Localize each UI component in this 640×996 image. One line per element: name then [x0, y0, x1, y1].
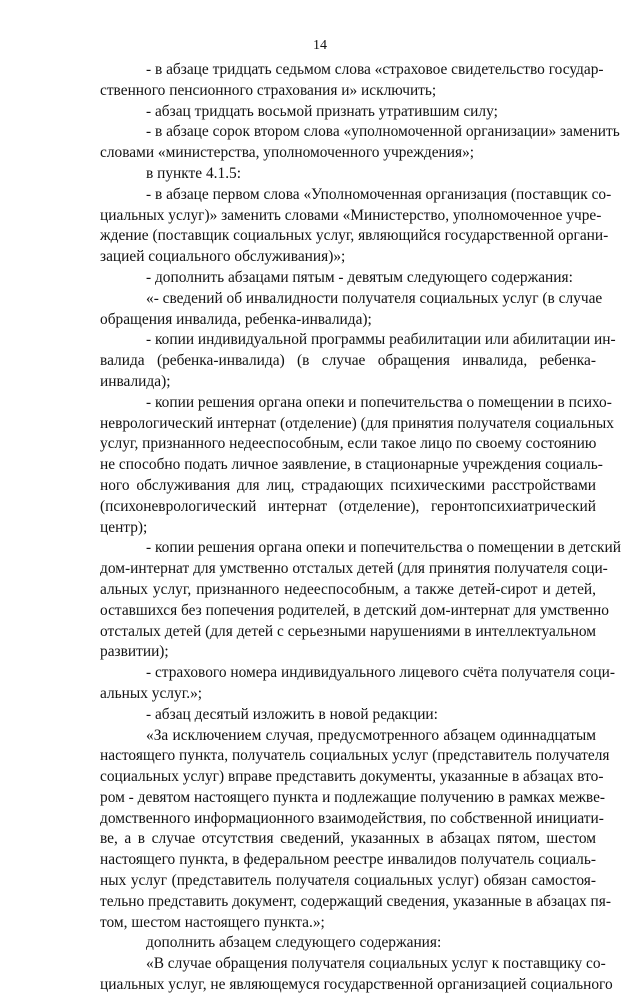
text-line: - в абзаце сорок втором слова «уполномоченной организации» заменить — [146, 123, 620, 141]
text-line: оставшихся без попечения родителей, в детский дом-интернат для умственно — [100, 601, 609, 619]
text-line: ве, а в случае отсутствия сведений, указанных в абзацах пятом, шестом — [100, 830, 596, 848]
text-line: дополнить абзацем следующего содержания: — [146, 934, 442, 952]
text-line: - копии индивидуальной программы реабилитации или абилитации ин- — [146, 331, 616, 349]
text-line: настоящего пункта, получатель социальных услуг (представитель получателя — [100, 747, 610, 765]
text-line: - дополнить абзацами пятым - девятым следующего содержания: — [146, 268, 573, 286]
text-line: - страхового номера индивидуального лицевого счёта получателя соци- — [146, 664, 615, 682]
document-body — [100, 60, 621, 996]
text-line: настоящего пункта, в федеральном реестре инвалидов получатель социаль- — [100, 851, 596, 869]
text-line: центр); — [100, 518, 148, 536]
text-line: альных услуг.»; — [100, 684, 203, 702]
text-line: отсталых детей (для детей с серьезными нарушениями в интеллектуальном — [100, 622, 596, 640]
text-line: развитии); — [100, 643, 169, 661]
text-line: - в абзаце тридцать седьмом слова «страховое свидетельство государ- — [146, 61, 604, 78]
text-line: словами «министерства, уполномоченного учреждения»; — [100, 144, 475, 162]
text-line: зацией социального обслуживания)»; — [100, 248, 346, 266]
text-line: неврологический интернат (отделение) (для принятия получателя социальных — [100, 414, 614, 432]
text-line: (психоневрологический интернат (отделение), геронтопсихиатрический — [100, 497, 596, 515]
text-line: «За исключением случая, предусмотренного абзацем одиннадцатым — [146, 726, 596, 744]
text-line: домственного информационного взаимодействия, по собственной инициати- — [100, 809, 604, 827]
text-line: - абзац десятый изложить в новой редакции: — [146, 705, 438, 723]
text-line: инвалида); — [100, 372, 171, 390]
text-line: - абзац тридцать восьмой признать утратившим силу; — [146, 102, 498, 120]
text-line: циальных услуг, не являющемуся государственной организацией социального — [100, 976, 613, 994]
text-line: - копии решения органа опеки и попечительства о помещении в психо- — [146, 393, 612, 411]
text-line: альных услуг, признанного недееспособным, а также детей-сирот и детей, — [100, 580, 596, 598]
text-line: ром - девятом настоящего пункта и подлежащие получению в рамках межве- — [100, 788, 606, 806]
text-line: валида (ребенка-инвалида) (в случае обращения инвалида, ребенка- — [100, 352, 596, 370]
text-line: «- сведений об инвалидности получателя социальных услуг (в случае — [146, 289, 603, 307]
text-line: - в абзаце первом слова «Уполномоченная организация (поставщик со- — [146, 185, 612, 203]
text-line: ных услуг (представитель получателя социальных услуг) обязан самостоя- — [100, 872, 596, 890]
text-line: ждение (поставщик социальных услуг, являющийся государственной органи- — [100, 227, 609, 245]
text-line: «В случае обращения получателя социальных услуг к поставщику со- — [146, 955, 606, 973]
text-line: ственного пенсионного страхования и» исключить; — [100, 81, 437, 99]
page-number: 14 — [313, 38, 327, 53]
text-line: том, шестом настоящего пункта.»; — [100, 913, 325, 931]
text-line: циальных услуг)» заменить словами «Министерство, уполномоченное учре- — [100, 206, 602, 224]
text-line: услуг, признанного недееспособным, если такое лицо по своему состоянию — [100, 435, 597, 453]
text-line: в пункте 4.1.5: — [146, 164, 242, 182]
text-line: не способно подать личное заявление, в стационарные учреждения социаль- — [100, 456, 603, 474]
text-line: ного обслуживания для лиц, страдающих психическими расстройствами — [100, 476, 596, 494]
text-line: обращения инвалида, ребенка-инвалида); — [100, 310, 372, 328]
text-line: - копии решения органа опеки и попечительства о помещении в детский — [146, 539, 621, 557]
text-line: тельно представить документ, содержащий сведения, указанные в абзацах пя- — [100, 892, 611, 910]
text-line: социальных услуг) вправе представить документы, указанные в абзацах вто- — [100, 768, 604, 786]
text-line: дом-интернат для умственно отсталых детей (для принятия получателя соци- — [100, 560, 608, 578]
